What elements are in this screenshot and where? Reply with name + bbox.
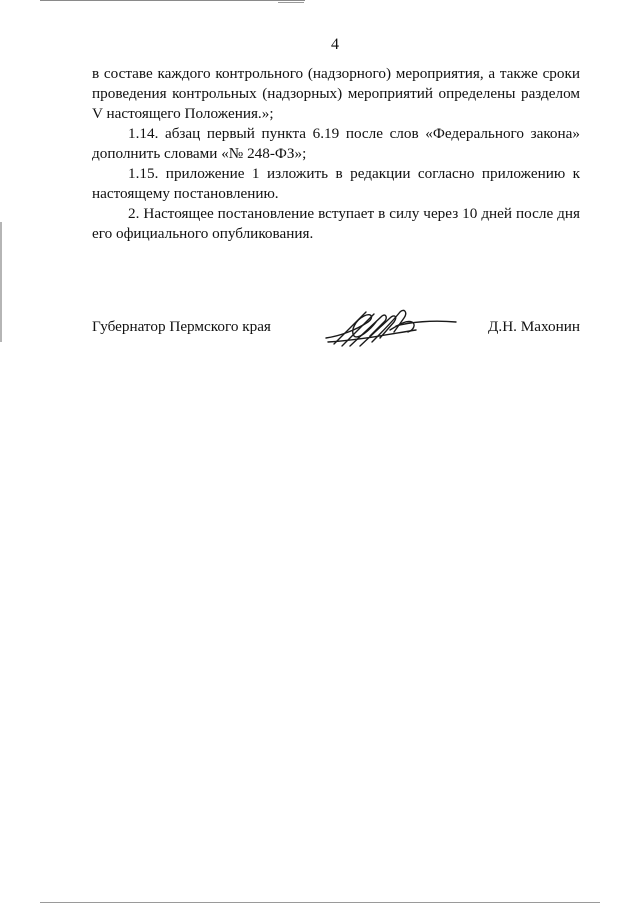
- paragraph-continuation: в составе каждого контрольного (надзорного) мероприятия, а также сроки проведения контрольных (надзорных) мероприятий определены разделом V настоящего Положения.»;: [92, 65, 580, 122]
- document-body: [92, 64, 580, 244]
- paragraph-item-1-14: 1.14. абзац первый пункта 6.19 после слов «Федерального закона» дополнить словами «№ 248-ФЗ»;: [92, 125, 580, 162]
- scan-edge-top: [40, 0, 305, 1]
- page-number: 4: [331, 36, 339, 53]
- signer-title: Губернатор Пермского края: [92, 318, 271, 335]
- paragraph-item-2: 2. Настоящее постановление вступает в силу через 10 дней после дня его официального опубликования.: [92, 205, 580, 242]
- signer-name: Д.Н. Махонин: [488, 318, 580, 335]
- scan-edge-left: [0, 222, 2, 342]
- signature-block: [92, 300, 580, 360]
- paragraph-item-1-15: 1.15. приложение 1 изложить в редакции согласно приложению к настоящему постановлению.: [92, 165, 580, 202]
- scan-edge-top-fragment: [278, 2, 304, 3]
- scan-edge-bottom: [40, 902, 600, 903]
- signature-icon: [320, 300, 460, 350]
